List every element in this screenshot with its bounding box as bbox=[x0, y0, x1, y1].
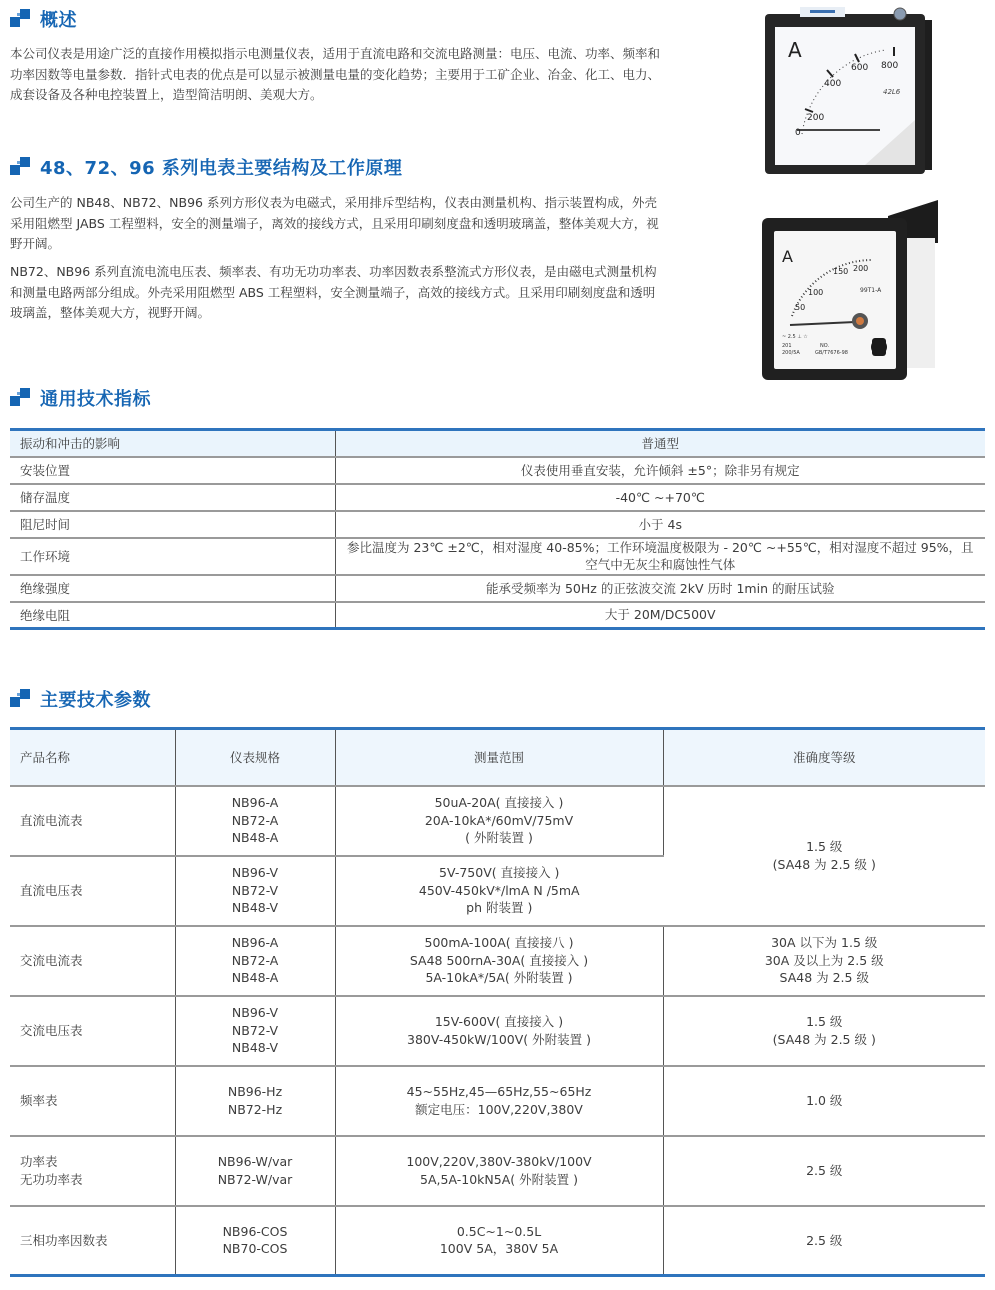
accuracy-class: 1.0 级 bbox=[663, 1066, 985, 1136]
product-spec: NB96-COS NB70-COS bbox=[175, 1206, 335, 1276]
measure-range: 500mA-100A( 直接接八 ) SA48 500rnA-30A( 直接接入 ) 5A-10kA*/5A( 外附装置 ) bbox=[335, 926, 663, 996]
table-row bbox=[10, 1066, 985, 1136]
product-name: 直流电流表 bbox=[10, 786, 175, 856]
measure-range: 50uA-20A( 直接接入 ) 20A-10kA*/60mV/75mV ( 外附装置 ) bbox=[335, 786, 663, 856]
measure-range: 5V-750V( 直接接入 ) 450V-450kV*/lmA N /5mA ph 附装置 ) bbox=[335, 856, 663, 926]
spec-key: 阻尼时间 bbox=[10, 511, 335, 538]
spec-key: 绝缘强度 bbox=[10, 575, 335, 602]
table-row bbox=[10, 575, 985, 602]
accuracy-class: 30A 以下为 1.5 级 30A 及以上为 2.5 级 SA48 为 2.5 级 bbox=[663, 926, 985, 996]
product-spec: NB96-V NB72-V NB48-V bbox=[175, 996, 335, 1066]
svg-text:42L6: 42L6 bbox=[883, 88, 901, 96]
table-row bbox=[10, 602, 985, 629]
product-name: 交流电流表 bbox=[10, 926, 175, 996]
spec-key: 安装位置 bbox=[10, 457, 335, 484]
section-title-general-specs bbox=[10, 385, 151, 411]
spec-value: 普通型 bbox=[335, 430, 985, 457]
spec-value: 参比温度为 23℃ ±2℃，相对湿度 40-85%；工作环境温度极限为 - 20℃ ~+55℃，相对湿度不超过 95%，且空气中无灰尘和腐蚀性气体 bbox=[335, 538, 985, 575]
table-row bbox=[10, 538, 985, 575]
product-name: 交流电压表 bbox=[10, 996, 175, 1066]
measure-range: 100V,220V,380V-380kV/100V 5A,5A-10kN5A( 外附装置 ) bbox=[335, 1136, 663, 1206]
general-specs-table bbox=[10, 428, 985, 630]
spec-value: -40℃ ~+70℃ bbox=[335, 484, 985, 511]
table-row bbox=[10, 511, 985, 538]
svg-text:200: 200 bbox=[853, 264, 869, 273]
svg-text:150: 150 bbox=[833, 267, 849, 276]
table-row bbox=[10, 926, 985, 996]
table-header-row bbox=[10, 729, 985, 786]
header-accuracy: 准确度等级 bbox=[663, 729, 985, 786]
product-name: 频率表 bbox=[10, 1066, 175, 1136]
svg-text:100: 100 bbox=[808, 288, 824, 297]
meter-unit: A bbox=[788, 38, 802, 62]
product-spec: NB96-A NB72-A NB48-A bbox=[175, 786, 335, 856]
svg-text:NO.: NO. bbox=[820, 343, 830, 349]
accuracy-class: 1.5 级 (SA48 为 2.5 级 ) bbox=[663, 996, 985, 1066]
product-name: 功率表 无功功率表 bbox=[10, 1136, 175, 1206]
section-marker-icon bbox=[10, 9, 32, 29]
spec-value: 仪表使用垂直安装，允许倾斜 ±5°；除非另有规定 bbox=[335, 457, 985, 484]
svg-text:~ 2.5 ⊥ ☆: ~ 2.5 ⊥ ☆ bbox=[782, 334, 808, 340]
accuracy-class: 2.5 级 bbox=[806, 1232, 843, 1248]
section-marker-icon bbox=[10, 689, 32, 709]
accuracy-class: 2.5 级 bbox=[663, 1136, 985, 1206]
section-title-structure bbox=[10, 154, 402, 180]
svg-text:GB/T7676-98: GB/T7676-98 bbox=[815, 350, 848, 356]
header-product-name: 产品名称 bbox=[10, 729, 175, 786]
product-name: 直流电压表 bbox=[10, 856, 175, 926]
spec-key: 储存温度 bbox=[10, 484, 335, 511]
section-title-text: 主要技术参数 bbox=[40, 690, 151, 711]
svg-text:200: 200 bbox=[807, 113, 825, 123]
measure-range: 45~55Hz,45—65Hz,55~65Hz 额定电压：100V,220V,380V bbox=[335, 1066, 663, 1136]
product-spec: NB96-W/var NB72-W/var bbox=[175, 1136, 335, 1206]
overview-paragraph: 本公司仪表是用途广泛的直接作用模拟指示电测量仪表，适用于直流电路和交流电路测量：电压、电流、功率、频率和功率因数等电量参数．指针式电表的优点是可以显示被测量电量的变化趋势；主要用于工矿企业、冶金、化工、电力、成套设备及各种电控装置上，造型简洁明朗、美观大方。 bbox=[10, 46, 661, 102]
spec-key: 工作环境 bbox=[10, 538, 335, 575]
spec-key: 振动和冲击的影响 bbox=[10, 430, 335, 457]
svg-text:A: A bbox=[782, 247, 793, 266]
table-row bbox=[10, 786, 985, 856]
table-row bbox=[10, 430, 985, 457]
product-spec: NB96-A NB72-A NB48-A bbox=[175, 926, 335, 996]
accuracy-class: 1.5 级 (SA48 为 2.5 级 ) bbox=[663, 786, 985, 926]
measure-range: 0.5C~1~0.5L 100V 5A，380V 5A bbox=[335, 1206, 663, 1276]
structure-paragraph-1: 公司生产的 NB48、NB72、NB96 系列方形仪表为电磁式，采用排斥型结构，仪表由测量机构、指示装置构成，外壳采用阻燃型 JABS 工程塑料，安全的测量端子，离效的接线方式，且采用印刷刻度盘和透明玻璃盖，整体美观大方，视野开阔。 bbox=[10, 195, 659, 251]
spec-value: 小于 4s bbox=[335, 511, 985, 538]
svg-text:600: 600 bbox=[851, 63, 869, 73]
table-row bbox=[10, 1136, 985, 1206]
svg-text:50: 50 bbox=[795, 303, 806, 312]
table-row bbox=[10, 1206, 985, 1276]
product-spec: NB96-V NB72-V NB48-V bbox=[175, 856, 335, 926]
table-row bbox=[10, 484, 985, 511]
svg-text:200/5A: 200/5A bbox=[782, 350, 800, 356]
svg-text:0: 0 bbox=[795, 128, 801, 138]
spec-value: 能承受频率为 50Hz 的正弦波交流 2kV 历时 1min 的耐压试验 bbox=[335, 575, 985, 602]
section-title-main-params bbox=[10, 686, 151, 712]
table-row bbox=[10, 457, 985, 484]
main-params-table bbox=[10, 727, 985, 1277]
section-marker-icon bbox=[10, 388, 32, 408]
svg-text:99T1-A: 99T1-A bbox=[860, 287, 882, 294]
meter-image-small bbox=[760, 198, 940, 383]
section-marker-icon bbox=[10, 157, 32, 177]
product-name: 三相功率因数表 bbox=[10, 1206, 175, 1276]
product-spec: NB96-Hz NB72-Hz bbox=[175, 1066, 335, 1136]
section-title-overview bbox=[10, 6, 77, 32]
svg-text:400: 400 bbox=[824, 79, 842, 89]
section-title-text: 通用技术指标 bbox=[40, 389, 151, 410]
section-title-text: 概述 bbox=[40, 10, 77, 31]
measure-range: 15V-600V( 直接接入 ) 380V-450kW/100V( 外附装置 ) bbox=[335, 996, 663, 1066]
spec-key: 绝缘电阻 bbox=[10, 602, 335, 629]
table-row bbox=[10, 996, 985, 1066]
section-title-text: 48、72、96 系列电表主要结构及工作原理 bbox=[40, 158, 403, 179]
header-spec: 仪表规格 bbox=[175, 729, 335, 786]
spec-value: 大于 20M/DC500V bbox=[604, 607, 716, 623]
header-range: 测量范围 bbox=[335, 729, 663, 786]
svg-text:201: 201 bbox=[782, 343, 792, 349]
meter-image-large bbox=[755, 2, 935, 174]
svg-text:800: 800 bbox=[881, 61, 899, 71]
structure-paragraph-2: NB72、NB96 系列直流电流电压表、频率表、有功无功功率表、功率因数表系整流式方形仪表，是由磁电式测量机构和测量电路两部分组成。外壳采用阻燃型 ABS 工程塑料，安全测量端子，高效的接线方式。且采用印刷刻度盘和透明玻璃盖，整体美观大方，视野开阔。 bbox=[10, 264, 657, 320]
